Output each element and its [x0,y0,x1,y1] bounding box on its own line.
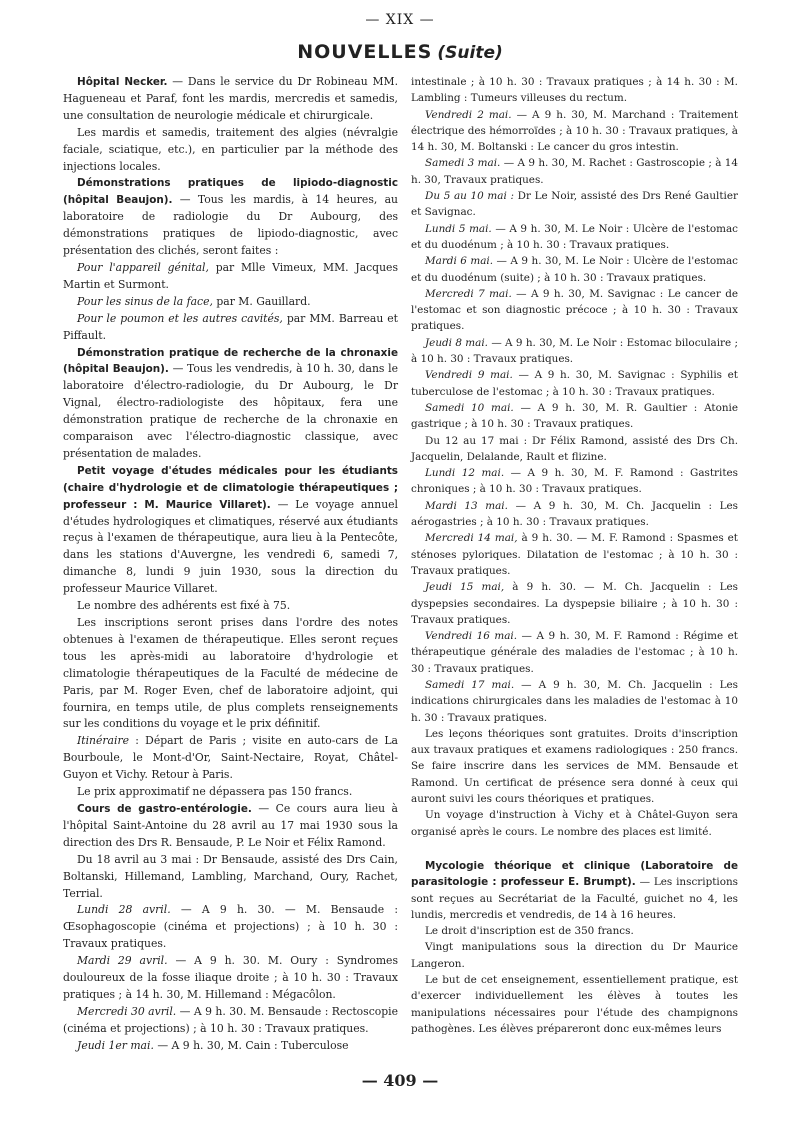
paragraph-text: — A 9 h. 30, M. F. Ramond : Régime et thérapeutique générale des maladies de l'estomac ; à 10 h. 30 : Travaux pratiques. [411,630,738,675]
section-header [0,41,800,63]
paragraph-text: — Le voyage annuel d'études hydrologiques et climatiques, réservé aux étudiants reçus à l'examen de thérapeutique, aura lieu à la Pentecôte, dans les stations d'Auvergne, les vendredi 6, samedi 7, dimanche 8, lundi 9 juin 1930, sous la direction du professeur Maurice Villaret. [63,497,398,596]
paragraph-lead: Pour l'appareil génital, [77,260,209,274]
paragraph-text: Les inscriptions seront prises dans l'ordre des notes obtenues à l'examen de thérapeutique. Elles seront reçues tous les après-midi au laboratoire d'hydrologie et climatologie thérapeutiques de la Faculté de médecine de Paris, par M. Roger Even, chef de laboratoire adjoint, qui fournira, en temps utile, de plus complets renseignements sur les conditions du voyage et le prix définitif. [63,616,398,731]
paragraph-text: à 9 h. 30. — M. F. Ramond : Spasmes et sténoses pyloriques. Dilatation de l'estomac ; à 10 h. 30 : Travaux pratiques. [411,532,738,577]
paragraph [63,345,398,463]
paragraph-lead: Mercredi 14 mai, [425,532,518,545]
paragraph-text: : Départ de Paris ; visite en auto-cars de La Bourboule, le Mont-d'Or, Saint-Nectaire, Royat, Châtel-Guyon et Vichy. Retour à Paris. [63,734,398,782]
paragraph [411,74,738,107]
paragraph [411,188,738,221]
paragraph [411,807,738,840]
paragraph-text: Les leçons théoriques sont gratuites. Droits d'inscription aux travaux pratiques et examens radiologiques : 250 francs. Se faire inscrire dans les services de MM. Bensaude et Ramond. Un certificat de présence sera donné à ceux qui auront suivi les cours théoriques et pratiques. [411,727,738,806]
paragraph [411,400,738,433]
paragraph-text: — Tous les vendredis, à 10 h. 30, dans le laboratoire d'électro-radiologie, du Dr Aubourg, le Dr Vignal, électro-radiologiste des hôpitaux, fera une démonstration pratique de recherche de la chronaxie en comparaison avec l'électro-diagnostic classique, avec présentation de malades. [63,362,398,460]
paragraph-text: — Dans le service du Dr Robineau MM. Hagueneau et Paraf, font les mardis, mercredis et samedis, une consultation de neurologie médicale et chirurgicale. [63,75,398,122]
paragraph-text: par Mlle Vimeux, MM. Jacques Martin et Surmont. [63,260,398,291]
paragraph-heading: Cours de gastro-entérologie. [77,802,252,815]
paragraph [63,311,398,345]
paragraph-lead: Itinéraire [77,734,130,748]
page-number: — 409 — [361,1071,439,1090]
paragraph [411,367,738,400]
paragraph [411,923,738,939]
paragraph-text: Les mardis et samedis, traitement des algies (névralgie faciale, sciatique, etc.), en particulier par la méthode des injections locales. [63,125,398,173]
paragraph-text: Le but de cet enseignement, essentiellement pratique, est d'exercer individuellement les élèves à toutes les manipulations nécessaires pour l'étude des champignons pathogènes. Les élèves prépareront donc eux-mêmes leurs [411,974,738,1035]
paragraph [411,465,738,498]
paragraph-text: Un voyage d'instruction à Vichy et à Châtel-Guyon sera organisé après le cours. Le nombre des places est limité. [411,809,738,838]
paragraph-heading: Petit voyage d'études médicales pour les étudiants (chaire d'hydrologie et de climatologie thérapeutiques ; professeur : M. Maurice Villaret). [63,464,398,511]
paragraph-heading: Mycologie théorique et clinique (Laboratoire de parasitologie : professeur E. Brumpt). [411,859,738,889]
paragraph [411,530,738,579]
paragraph-lead: Lundi 12 mai. [425,467,505,480]
paragraph-text: — A 9 h. 30, M. Rachet : Gastroscopie ; à 14 h. 30, Travaux pratiques. [411,157,739,186]
paragraph [63,733,398,784]
paragraph [63,953,398,1004]
paragraph-lead: Mardi 13 mai. [425,499,508,512]
paragraph-heading: Démonstrations pratiques de lipiodo-diagnostic (hôpital Beaujon). [63,177,398,207]
page-roman-numeral: — XIX — [365,12,435,28]
paragraph-lead: Mercredi 30 avril. [77,1004,177,1018]
paragraph [411,221,738,254]
paragraph-text: — Ce cours aura lieu à l'hôpital Saint-Antoine du 28 avril au 17 mai 1930 sous la direction des Drs R. Bensaude, P. Le Noir et Félix Ramond. [63,801,398,849]
paragraph-text: — A 9 h. 30. — M. Bensaude : Œsophagoscopie (cinéma et projections) ; à 10 h. 30 : Travaux pratiques. [63,903,398,951]
paragraph-text: — A 9 h. 30, M. Cain : Tuberculose [153,1038,349,1052]
paragraph [411,579,738,628]
paragraph-text: — A 9 h. 30, M. Savignac : Le cancer de l'estomac et son diagnostic précoce ; à 10 h. 30 : Travaux pratiques. [411,287,739,333]
paragraph-text: Vingt manipulations sous la direction du Dr Maurice Langeron. [411,941,738,970]
paragraph [63,1004,398,1038]
paragraph-text: — Tous les mardis, à 14 heures, au laboratoire de radiologie du Dr Aubourg, des démonstrations pratiques de lipiodo-diagnostic, avec présentation des clichés, seront faites : [63,193,398,258]
paragraph-lead: Mardi 6 mai. [425,255,494,268]
paragraph-lead: Mercredi 7 mai. [425,287,512,300]
paragraph-text: — A 9 h. 30, M. Ch. Jacquelin : Les indications chirurgicales dans les maladies de l'estomac à 10 h. 30 : Travaux pratiques. [411,678,738,724]
paragraph [411,677,738,726]
paragraph-lead: Mardi 29 avril. [77,954,168,968]
section-subtitle: (Suite) [437,43,503,63]
paragraph-text: à 9 h. 30. — M. Ch. Jacquelin : Les dyspepsies secondaires. La dyspepsie biliaire ; à 10 h. 30 : Travaux pratiques. [411,581,739,626]
right-column [411,74,738,1037]
paragraph [63,125,398,176]
paragraph-lead: Jeudi 1er mai. [77,1038,154,1052]
paragraph-text: — A 9 h. 30, M. Ch. Jacquelin : Les aérogastries ; à 10 h. 30 : Travaux pratiques. [411,499,739,529]
paragraph [63,852,398,903]
paragraph-text: Le nombre des adhérents est fixé à 75. [77,599,291,613]
paragraph [63,902,398,953]
paragraph-lead: Samedi 3 mai. [425,157,501,170]
paragraph-text: Du 12 au 17 mai : Dr Félix Ramond, assisté des Drs Ch. Jacquelin, Delalande, Rault et flizine. [411,434,738,463]
paragraph [63,294,398,311]
paragraph-lead: Samedi 10 mai. [425,401,514,414]
paragraph-lead: Jeudi 15 mai, [425,581,505,594]
paragraph-lead: Lundi 5 mai. [425,222,492,235]
paragraph-heading: Hôpital Necker. [77,76,168,88]
paragraph-lead: Pour le poumon et les autres cavités, [77,311,283,325]
paragraph [63,1038,398,1055]
paragraph-text: intestinale ; à 10 h. 30 : Travaux pratiques ; à 14 h. 30 : M. Lambling : Tumeurs villeuses du rectum. [411,76,738,105]
paragraph [411,155,738,188]
paragraph-lead: Vendredi 9 mai. [425,369,513,382]
paragraph [411,107,738,156]
paragraph [411,939,738,972]
paragraph-text: — Les inscriptions sont reçues au Secrétariat de la Faculté, guichet no 4, les lundis, mercredis et vendredis, de 14 à 16 heures. [411,876,738,921]
paragraph [63,801,398,852]
paragraph-lead: Vendredi 16 mai. [425,630,518,643]
paragraph-lead: Lundi 28 avril. [77,903,171,917]
paragraph [63,598,398,615]
section-title: NOUVELLES [297,41,433,63]
paragraph [63,175,398,260]
paragraph-lead: Jeudi 8 mai. [425,336,488,349]
left-column [63,74,398,1055]
paragraph [411,286,738,335]
paragraph-text: — A 9 h. 30, M. Le Noir : Estomac biloculaire ; à 10 h. 30 : Travaux pratiques. [411,336,739,366]
paragraph-text: — A 9 h. 30, M. Marchand : Traitement électrique des hémorroïdes ; à 10 h. 30 : Travaux pratiques, à 14 h. 30, M. Boltanski : Le cancer du gros intestin. [411,108,739,154]
paragraph [411,433,738,466]
paragraph [411,972,738,1037]
paragraph [63,784,398,801]
paragraph-text: — A 9 h. 30. M. Oury : Syndromes douloureux de la fosse iliaque droite ; à 10 h. 30 : Travaux pratiques ; à 14 h. 30, M. Hillemand : Mégacôlon. [63,954,398,1001]
paragraph-lead: Vendredi 2 mai. [425,108,512,121]
paragraph [63,74,398,125]
paragraph [411,498,738,531]
paragraph-text: par MM. Barreau et Piffault. [63,311,399,342]
paragraph-lead: Pour les sinus de la face, [77,294,213,308]
paragraph-text: Le droit d'inscription est de 350 francs. [425,925,634,938]
paragraph-lead: Du 5 au 10 mai : [425,190,514,203]
paragraph-text: — A 9 h. 30, M. F. Ramond : Gastrites chroniques ; à 10 h. 30 : Travaux pratiques. [411,467,738,496]
paragraph [63,260,398,294]
paragraph-text: Le prix approximatif ne dépassera pas 150 francs. [77,785,353,799]
paragraph-lead: Samedi 17 mai. [425,678,515,691]
paragraph-text: Dr Le Noir, assisté des Drs René Gaultier et Savignac. [411,190,738,219]
paragraph [411,726,738,807]
paragraph-heading: Démonstration pratique de recherche de la chronaxie (hôpital Beaujon). [63,346,398,376]
paragraph [411,628,738,677]
paragraph-text: — A 9 h. 30, M. Le Noir : Ulcère de l'estomac et du duodénum (suite) ; à 10 h. 30 : Travaux pratiques. [411,255,738,284]
paragraph-text: Du 18 avril au 3 mai : Dr Bensaude, assisté des Drs Cain, Boltanski, Hillemand, Lambling, Marchand, Oury, Rachet, Terrial. [63,852,398,900]
paragraph-text: — A 9 h. 30, M. Savignac : Syphilis et tuberculose de l'estomac ; à 10 h. 30 : Travaux pratiques. [411,369,738,398]
paragraph [63,463,398,598]
paragraph [411,253,738,286]
paragraph [411,335,738,368]
paragraph [63,615,398,733]
paragraph-text: — A 9 h. 30, M. Le Noir : Ulcère de l'estomac et du duodénum ; à 10 h. 30 : Travaux pratiques. [411,222,738,251]
paragraph-text: par M. Gauillard. [212,294,311,308]
paragraph-text: — A 9 h. 30. M. Bensaude : Rectoscopie (cinéma et projections) ; à 10 h. 30 : Travaux pratiques. [63,1004,399,1035]
paragraph [411,858,738,923]
paragraph-text: — A 9 h. 30, M. R. Gaultier : Atonie gastrique ; à 10 h. 30 : Travaux pratiques. [411,401,738,431]
